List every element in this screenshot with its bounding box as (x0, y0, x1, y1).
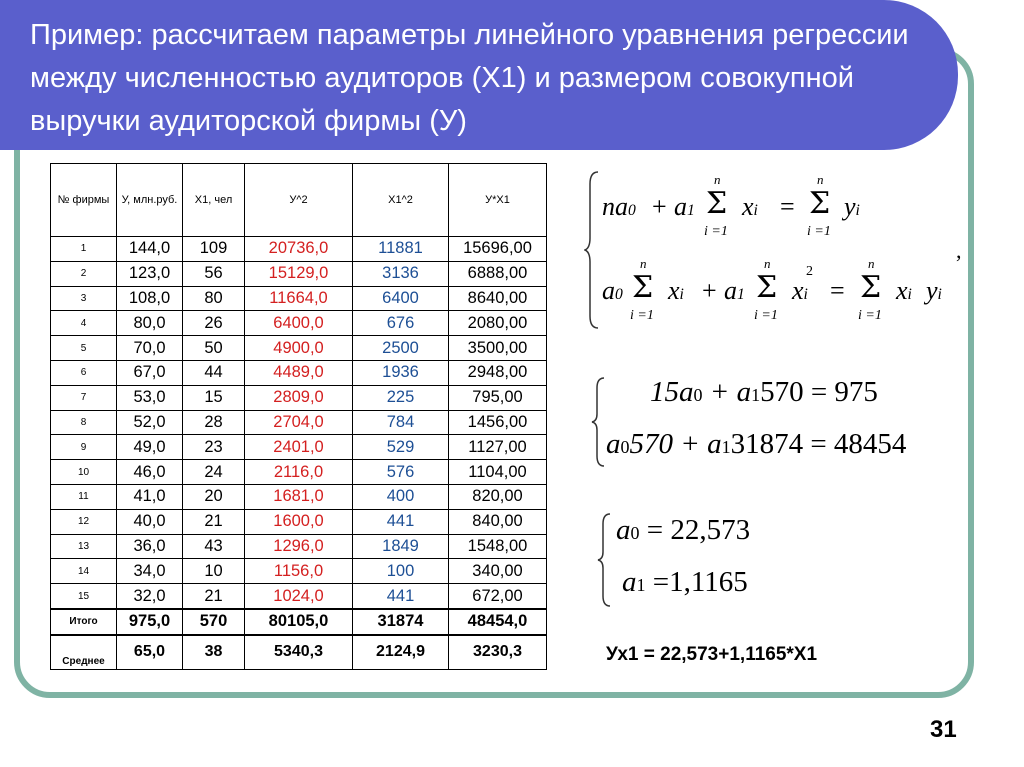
table-cell: 80 (183, 286, 245, 311)
regression-table (50, 163, 547, 670)
header-y2: У^2 (245, 164, 353, 237)
table-cell: 1600,0 (245, 509, 353, 534)
table-cell: 11 (51, 484, 117, 509)
table-cell: 1296,0 (245, 534, 353, 559)
table-cell: 6400,0 (245, 311, 353, 336)
table-cell: 8 (51, 410, 117, 435)
table-cell: 441 (353, 584, 449, 609)
table-cell: 65,0 (117, 635, 183, 670)
table-cell: 40,0 (117, 509, 183, 534)
table-cell: 31874 (353, 609, 449, 635)
table-mean-row (51, 635, 547, 670)
table-cell: 820,00 (449, 484, 547, 509)
general-equation-2: a0 n Σ i =1 xi + a1 n Σ i =1 xi 2 = n Σ i =1 xi yi (602, 256, 942, 323)
table-cell: 8640,00 (449, 286, 547, 311)
table-cell: 67,0 (117, 360, 183, 385)
table-cell: 100 (353, 559, 449, 584)
table-cell: 3230,3 (449, 635, 547, 670)
table-row (51, 385, 547, 410)
table-cell: 529 (353, 435, 449, 460)
table-cell: 11881 (353, 237, 449, 262)
table-cell: 21 (183, 509, 245, 534)
table-cell: Среднее (51, 635, 117, 670)
table-cell: 1849 (353, 534, 449, 559)
table-cell: 70,0 (117, 336, 183, 361)
table-cell: 2 (51, 261, 117, 286)
table-cell: 676 (353, 311, 449, 336)
table-cell: 4900,0 (245, 336, 353, 361)
table-cell: 44 (183, 360, 245, 385)
table-row (51, 460, 547, 485)
table-row (51, 584, 547, 609)
table-cell: 975,0 (117, 609, 183, 635)
table-cell: 6 (51, 360, 117, 385)
table-row (51, 559, 547, 584)
table-cell: 1104,00 (449, 460, 547, 485)
header-x1: Х1, чел (183, 164, 245, 237)
table-cell: 10 (51, 460, 117, 485)
table-cell: 672,00 (449, 584, 547, 609)
table-cell: 340,00 (449, 559, 547, 584)
solution-a1: a1 =1,1165 (622, 566, 748, 598)
table-row (51, 286, 547, 311)
table-cell: 400 (353, 484, 449, 509)
table-cell: 24 (183, 460, 245, 485)
table-cell: 3 (51, 286, 117, 311)
table-cell: 4 (51, 311, 117, 336)
table-row (51, 534, 547, 559)
table-row (51, 261, 547, 286)
table-cell: 20 (183, 484, 245, 509)
table-cell: 48454,0 (449, 609, 547, 635)
table-cell: 41,0 (117, 484, 183, 509)
table-cell: 15696,00 (449, 237, 547, 262)
header-x1sq: Х1^2 (353, 164, 449, 237)
table-row (51, 311, 547, 336)
table-cell: 3500,00 (449, 336, 547, 361)
table-cell: 7 (51, 385, 117, 410)
table-cell: 28 (183, 410, 245, 435)
table-cell: 9 (51, 435, 117, 460)
table-cell: 13 (51, 534, 117, 559)
table-cell: 15 (51, 584, 117, 609)
table-cell: 1127,00 (449, 435, 547, 460)
solution-brace (596, 512, 612, 608)
table-total-row (51, 609, 547, 635)
table-cell: 2948,00 (449, 360, 547, 385)
table-cell: 4489,0 (245, 360, 353, 385)
solution-a0: a0 = 22,573 (616, 514, 751, 546)
comma: , (956, 238, 962, 263)
table-row (51, 509, 547, 534)
table-cell: 2704,0 (245, 410, 353, 435)
table-cell: 3136 (353, 261, 449, 286)
table-cell: 52,0 (117, 410, 183, 435)
table-row (51, 360, 547, 385)
table-cell: Итого (51, 609, 117, 635)
table-cell: 1156,0 (245, 559, 353, 584)
table-cell: 6400 (353, 286, 449, 311)
table-cell: 795,00 (449, 385, 547, 410)
title-bar (0, 0, 958, 150)
general-equation-1: na0 + a1 n Σ i =1 xi = n Σ i =1 yi (602, 172, 860, 239)
table-cell: 32,0 (117, 584, 183, 609)
table-cell: 56 (183, 261, 245, 286)
table-cell: 6888,00 (449, 261, 547, 286)
table-cell: 12 (51, 509, 117, 534)
table-cell: 570 (183, 609, 245, 635)
table-cell: 53,0 (117, 385, 183, 410)
table-cell: 23 (183, 435, 245, 460)
table-cell: 46,0 (117, 460, 183, 485)
table-cell: 1936 (353, 360, 449, 385)
table-cell: 2116,0 (245, 460, 353, 485)
table-header-row (51, 164, 547, 237)
slide-title: Пример: рассчитаем параметры линейного уравнения регрессии между численностью аудиторов (Х1) и размером совокупной выручки аудиторской фирмы (У) (30, 19, 909, 137)
table-cell: 10 (183, 559, 245, 584)
table-cell: 2809,0 (245, 385, 353, 410)
table-cell: 21 (183, 584, 245, 609)
page-number: 31 (930, 716, 957, 743)
header-y: У, млн.руб. (117, 164, 183, 237)
table-cell: 15129,0 (245, 261, 353, 286)
table-cell: 5 (51, 336, 117, 361)
table-cell: 14 (51, 559, 117, 584)
table-cell: 11664,0 (245, 286, 353, 311)
table-cell: 2500 (353, 336, 449, 361)
table-cell: 840,00 (449, 509, 547, 534)
table-row (51, 484, 547, 509)
table-cell: 15 (183, 385, 245, 410)
table-cell: 2401,0 (245, 435, 353, 460)
table-cell: 2124,9 (353, 635, 449, 670)
table-row (51, 237, 547, 262)
table-cell: 1 (51, 237, 117, 262)
table-cell: 80,0 (117, 311, 183, 336)
table-cell: 576 (353, 460, 449, 485)
header-firm: № фирмы (51, 164, 117, 237)
table-cell: 80105,0 (245, 609, 353, 635)
table-row (51, 435, 547, 460)
table-cell: 1681,0 (245, 484, 353, 509)
header-yx1: У*Х1 (449, 164, 547, 237)
table-cell: 43 (183, 534, 245, 559)
table-cell: 108,0 (117, 286, 183, 311)
table-cell: 26 (183, 311, 245, 336)
table-cell: 36,0 (117, 534, 183, 559)
table-cell: 5340,3 (245, 635, 353, 670)
table-row (51, 336, 547, 361)
table-cell: 109 (183, 237, 245, 262)
numeric-equation-1: 15a0 + a1570 = 975 (650, 376, 878, 408)
numeric-equation-2: a0570 + a131874 = 48454 (606, 428, 907, 460)
table-cell: 441 (353, 509, 449, 534)
table-cell: 50 (183, 336, 245, 361)
table-cell: 144,0 (117, 237, 183, 262)
table-cell: 20736,0 (245, 237, 353, 262)
table-cell: 784 (353, 410, 449, 435)
table-cell: 2080,00 (449, 311, 547, 336)
table-cell: 1456,00 (449, 410, 547, 435)
table-cell: 49,0 (117, 435, 183, 460)
table-cell: 34,0 (117, 559, 183, 584)
table-cell: 123,0 (117, 261, 183, 286)
regression-result: Ух1 = 22,573+1,1165*Х1 (606, 644, 818, 665)
table-cell: 38 (183, 635, 245, 670)
table-row (51, 410, 547, 435)
numeric-system-brace (590, 376, 606, 468)
table-cell: 1024,0 (245, 584, 353, 609)
table-cell: 225 (353, 385, 449, 410)
general-system-brace (584, 170, 600, 330)
table-cell: 1548,00 (449, 534, 547, 559)
